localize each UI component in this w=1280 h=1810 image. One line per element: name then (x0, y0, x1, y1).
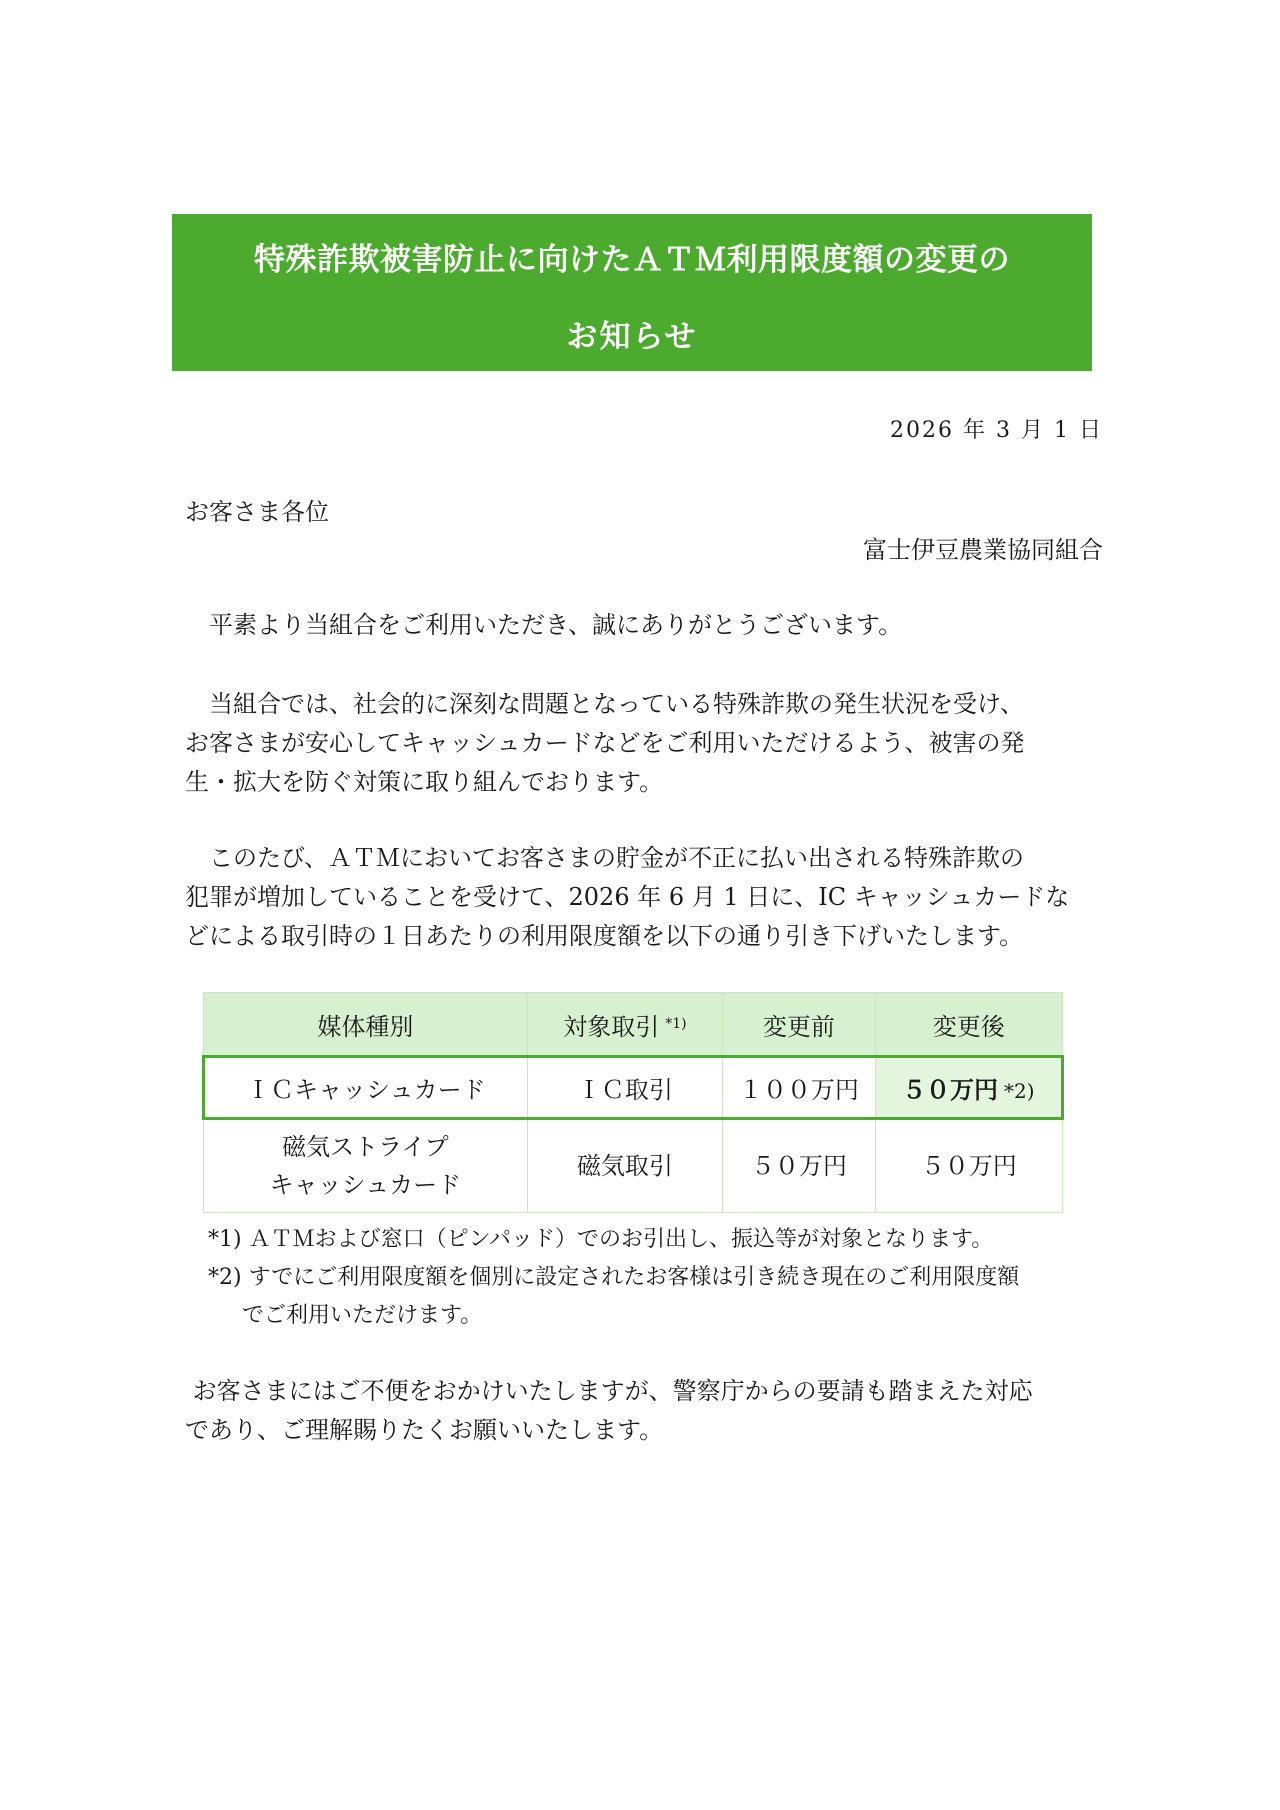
footnote-mark-1: *1) (665, 1015, 687, 1032)
title-banner (172, 214, 1092, 371)
cell-before (723, 1119, 875, 1213)
footnote-1-text: ＡＴＭおよび窓口（ピンパッド）でのお引出し、振込等が対象となります。 (248, 1227, 994, 1252)
cell-after-text: ５０万円 (920, 1152, 1017, 1180)
cell-before (723, 1057, 875, 1119)
header-media-label: 媒体種別 (317, 1012, 414, 1041)
cell-transaction (527, 1057, 722, 1119)
paragraph-announcement: このたび、ＡＴＭにおいてお客さまの貯金が不正に払い出される特殊詐欺の 犯罪が増加していることを受けて、2026 年 6 月 1 日に、IC キャッシュカードな どによる取引時の１日あたりの利用限度額を以下の通り引き下げいたします。 (185, 844, 1070, 950)
footnote-mark-2: *2) (1004, 1079, 1035, 1103)
limit-table (202, 992, 1064, 1213)
header-after-label: 変更後 (932, 1012, 1005, 1041)
table-header-row (204, 993, 1063, 1057)
footnotes (208, 1221, 1108, 1335)
cell-media-text: ＩＣキャッシュカード (246, 1076, 486, 1104)
cell-media-line-1: 磁気ストライプ (282, 1133, 449, 1161)
title-line-1: 特殊詐欺被害防止に向けたＡＴＭ利用限度額の変更の (254, 242, 1010, 278)
paragraph-greeting: 平素より当組合をご利用いただき、誠にありがとうございます。 (185, 611, 903, 639)
footnote-2-text-line-2: でご利用いただけます。 (242, 1303, 483, 1328)
cell-transaction (527, 1119, 722, 1213)
cell-media (204, 1057, 528, 1119)
header-media (204, 993, 528, 1057)
cell-after (875, 1119, 1062, 1213)
paragraph-background: 当組合では、社会的に深刻な問題となっている特殊詐欺の発生状況を受け、 お客さまが安心してキャッシュカードなどをご利用いただけるよう、被害の発 生・拡大を防ぐ対策に取り組んでおります。 (185, 690, 1025, 796)
cell-media (204, 1119, 528, 1213)
cell-after (875, 1057, 1062, 1119)
table-row (204, 1057, 1063, 1119)
header-transaction-label: 対象取引 (563, 1012, 660, 1041)
table-row (204, 1119, 1063, 1213)
notice-date: 2026 年 3 月 1 日 (890, 418, 1103, 443)
cell-transaction-text: 磁気取引 (576, 1152, 673, 1180)
header-after (875, 993, 1062, 1057)
footnote-2 (208, 1259, 1108, 1297)
footnote-2-text-line-1: すでにご利用限度額を個別に設定されたお客様は引き続き現在のご利用限度額 (248, 1265, 1020, 1290)
sender-name: 富士伊豆農業協同組合 (863, 536, 1103, 564)
paragraph-closing: お客さまにはご不便をおかけいたしますが、警察庁からの要請も踏まえた対応 であり、ご理解賜りたくお願いいたします。 (185, 1377, 1033, 1444)
cell-before-text: ５０万円 (750, 1152, 847, 1180)
header-before-label: 変更前 (762, 1012, 835, 1041)
footnote-2-mark: *2) (208, 1265, 242, 1290)
footnote-1 (208, 1221, 1108, 1259)
footnote-2-continued (208, 1297, 1108, 1335)
title-line-2: お知らせ (566, 319, 698, 355)
header-transaction (527, 993, 722, 1057)
header-before (723, 993, 875, 1057)
cell-before-text: １００万円 (738, 1076, 859, 1104)
salutation: お客さま各位 (185, 498, 329, 526)
cell-transaction-text: ＩＣ取引 (576, 1076, 673, 1104)
cell-after-text: ５０万円 (902, 1075, 999, 1104)
cell-media-line-2: キャッシュカード (269, 1171, 462, 1199)
footnote-1-mark: *1) (208, 1227, 242, 1252)
